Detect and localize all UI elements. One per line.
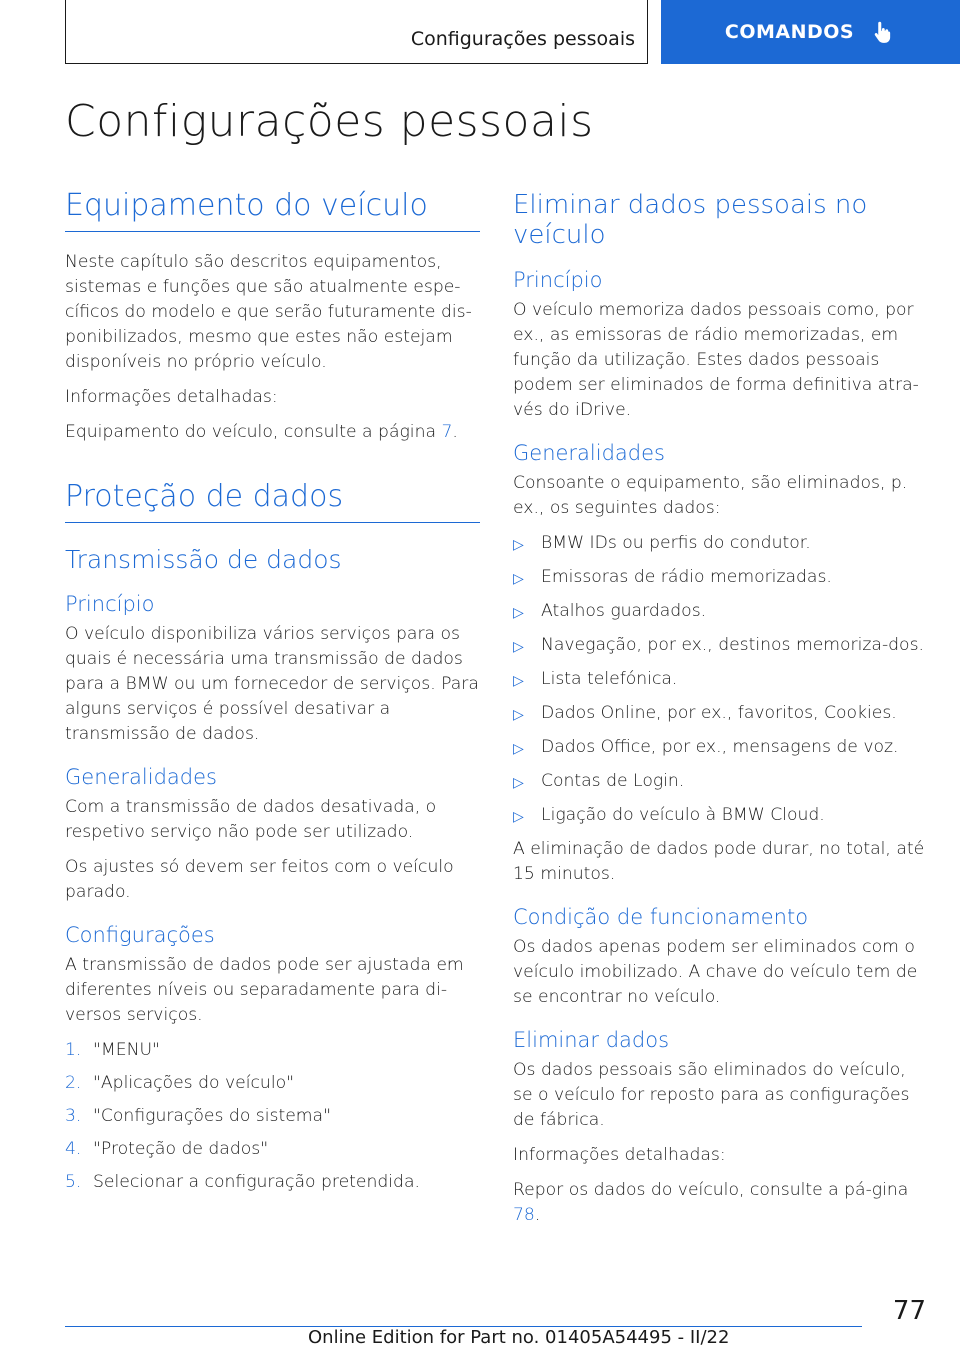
- step-item: 1. "MENU": [65, 1040, 160, 1060]
- section-heading-equipamento: Equipamento do veículo: [65, 188, 480, 232]
- generalidades-paragraph-2: Os ajustes só devem ser feitos com o veículo parado.: [65, 857, 454, 902]
- principio-paragraph: O veículo disponibiliza vários serviços para os quais é necessária uma transmissão de dados para a BMW ou um fornecedor de serviços. Para alguns serviços é possível desativar a transmissão de dados.: [65, 624, 479, 744]
- triangle-bullet-icon: ▷: [513, 741, 524, 757]
- subheading-generalidades-right: Generalidades: [513, 441, 665, 465]
- left-column: [65, 188, 480, 1203]
- equip-paragraph: Neste capítulo são descritos equipamentos, sistemas e funções que são atualmente espe-cíficos do modelo e que serão futuramente dis-ponibilizados, mesmo que estes não estejam disponíveis no próprio veículo.: [65, 252, 472, 372]
- eliminar-reference: [513, 1178, 928, 1228]
- triangle-bullet-icon: ▷: [513, 605, 524, 621]
- list-item: ▷ Ligação do veículo à BMW Cloud.: [513, 803, 928, 830]
- page-number: 77: [892, 1296, 926, 1326]
- list-item: ▷ BMW IDs ou perfis do condutor.: [513, 531, 928, 558]
- step-item: 3. "Configurações do sistema": [65, 1106, 331, 1126]
- equip-reference: [65, 420, 480, 445]
- eliminar-reference-text: Repor os dados do veículo, consulte a pá-gina: [513, 1180, 909, 1200]
- subheading-condicao: Condição de funcionamento: [513, 905, 809, 929]
- list-item: ▷ Contas de Login.: [513, 769, 928, 796]
- equip-info-label: Informações detalhadas:: [65, 387, 278, 407]
- subheading-generalidades: Generalidades: [65, 765, 217, 789]
- generalidades-right-paragraph: Consoante o equipamento, são eliminados, p. ex., os seguintes dados:: [513, 473, 908, 518]
- triangle-bullet-icon: ▷: [513, 775, 524, 791]
- right-column: [513, 188, 928, 1238]
- page-link-78[interactable]: 78: [513, 1205, 535, 1225]
- principio-right-paragraph: O veículo memoriza dados pessoais como, por ex., as emissoras de rádio memorizadas, em função da utilização. Estes dados pessoais podem ser eliminados de forma definitiva atra-vés do iDrive.: [513, 300, 919, 420]
- heading-eliminar-dados-pessoais: Eliminar dados pessoais no veículo: [513, 190, 868, 250]
- triangle-bullet-icon: ▷: [513, 571, 524, 587]
- page-title: Configurações pessoais: [65, 96, 594, 147]
- list-item: ▷ Navegação, por ex., destinos memoriza-dos.: [513, 633, 928, 660]
- list-item: ▷ Lista telefónica.: [513, 667, 928, 694]
- list-item: ▷ Dados Online, por ex., favoritos, Cookies.: [513, 701, 928, 728]
- triangle-bullet-icon: ▷: [513, 639, 524, 655]
- triangle-bullet-icon: ▷: [513, 537, 524, 553]
- footer-edition: Online Edition for Part no. 01405A54495 - II/22: [308, 1327, 730, 1348]
- header-tab-label: COMANDOS: [724, 21, 855, 43]
- triangle-bullet-icon: ▷: [513, 809, 524, 825]
- equip-reference-text: Equipamento do veículo, consulte a página: [65, 422, 436, 442]
- header-section-title: Configurações pessoais: [410, 28, 635, 50]
- eliminar-paragraph-1: Os dados pessoais são eliminados do veículo, se o veículo for reposto para as configurações de fábrica.: [513, 1060, 910, 1130]
- condicao-paragraph: Os dados apenas podem ser eliminados com o veículo imobilizado. A chave do veículo tem de se encontrar no veículo.: [513, 937, 918, 1007]
- eliminar-info-label: Informações detalhadas:: [513, 1145, 726, 1165]
- section-heading-protecao: Proteção de dados: [65, 479, 480, 523]
- list-item: ▷ Dados Office, por ex., mensagens de voz.: [513, 735, 928, 762]
- subheading-configuracoes: Configurações: [65, 923, 215, 947]
- triangle-bullet-icon: ▷: [513, 673, 524, 689]
- after-list-paragraph: A eliminação de dados pode durar, no total, até 15 minutos.: [513, 839, 925, 884]
- configuracoes-paragraph: A transmissão de dados pode ser ajustada em diferentes níveis ou separadamente para di-versos serviços.: [65, 955, 464, 1025]
- subheading-principio: Princípio: [65, 592, 155, 616]
- step-item: 5. Selecionar a configuração pretendida.: [65, 1172, 420, 1192]
- equip-reference-end: .: [452, 422, 458, 442]
- deleted-data-list: [513, 531, 928, 830]
- pointing-hand-icon: [870, 19, 896, 45]
- generalidades-paragraph-1: Com a transmissão de dados desativada, o respetivo serviço não pode ser utilizado.: [65, 797, 437, 842]
- list-item: ▷ Atalhos guardados.: [513, 599, 928, 626]
- triangle-bullet-icon: ▷: [513, 707, 524, 723]
- page-link-7[interactable]: 7: [441, 422, 453, 442]
- list-item: ▷ Emissoras de rádio memorizadas.: [513, 565, 928, 592]
- step-item: 4. "Proteção de dados": [65, 1139, 269, 1159]
- subheading-eliminar-dados: Eliminar dados: [513, 1028, 670, 1052]
- step-item: 2. "Aplicações do veículo": [65, 1073, 295, 1093]
- steps-list: [65, 1038, 480, 1195]
- subheading-principio-right: Princípio: [513, 268, 603, 292]
- eliminar-reference-end: .: [534, 1205, 541, 1225]
- header-tab-comandos[interactable]: [661, 0, 960, 64]
- subheading-transmissao: Transmissão de dados: [65, 545, 342, 574]
